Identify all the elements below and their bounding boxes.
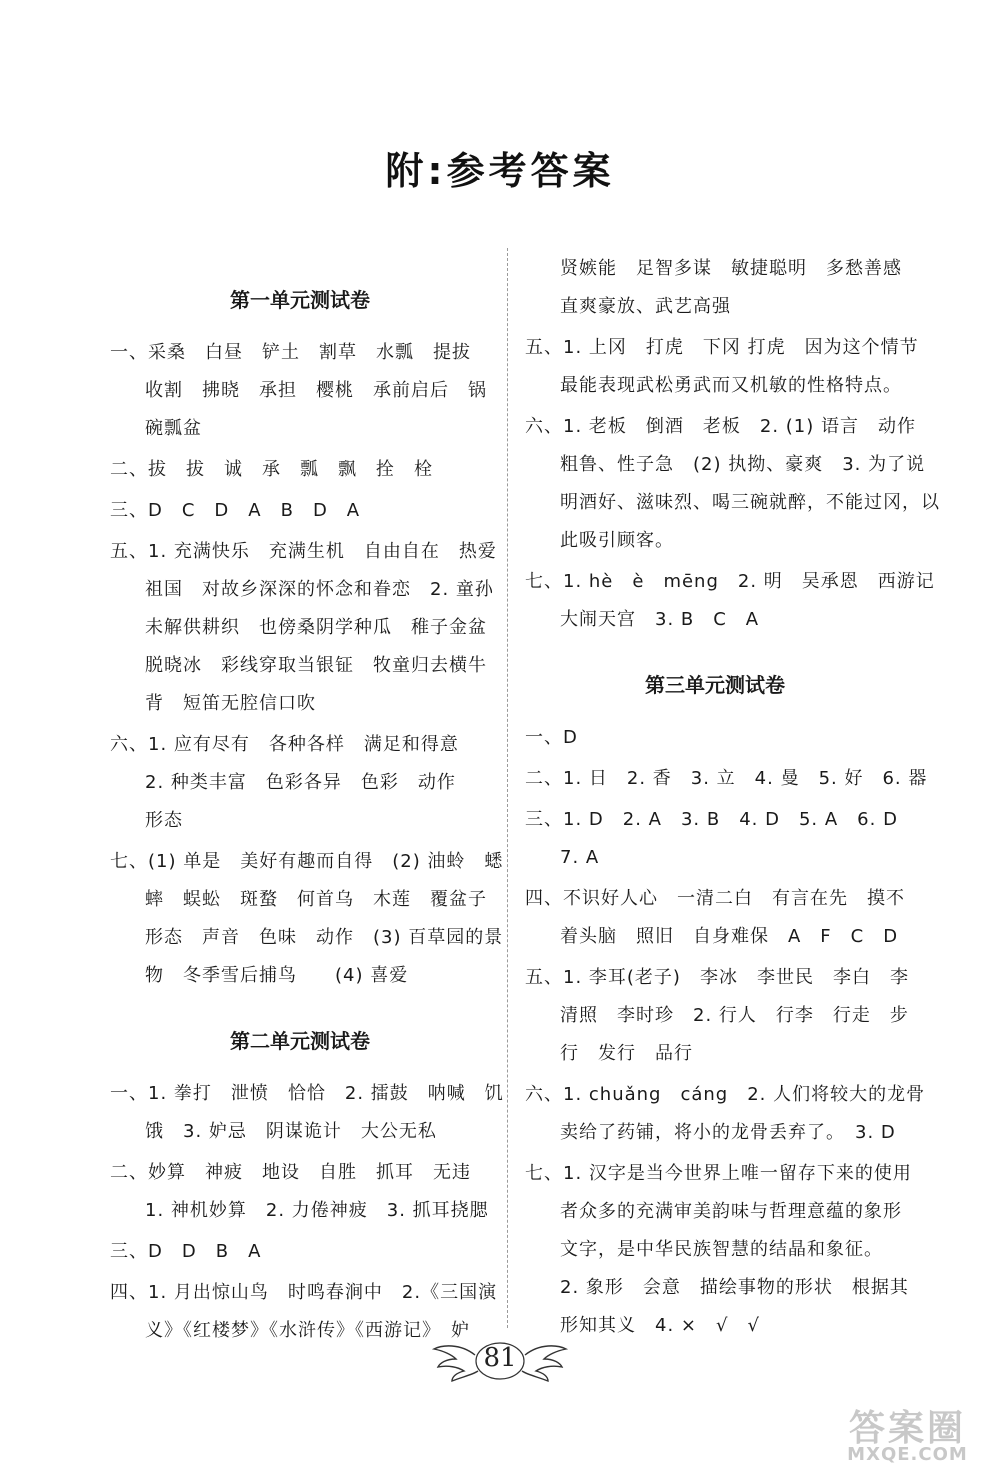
answer-item <box>110 843 504 995</box>
answer-line: 七、1. hè è mēng 2. 明 吴承恩 西游记 <box>525 571 935 592</box>
answer-line: 卖给了药铺，将小的龙骨丢弃了。 3. D <box>560 1122 896 1143</box>
answer-line: 碗瓢盆 <box>145 418 202 439</box>
answer-line: 着头脑 照旧 自身难保 A F C D <box>560 926 899 947</box>
answer-line: 二、1. 日 2. 香 3. 立 4. 曼 5. 好 6. 器 <box>525 768 928 789</box>
column-divider <box>507 248 508 1328</box>
answer-item <box>110 1233 490 1271</box>
watermark-logo-text: 答案圈 <box>848 1408 966 1449</box>
answer-item <box>110 492 490 530</box>
answer-item <box>525 1076 926 1152</box>
answer-line: 2. 种类丰富 色彩各异 色彩 动作 <box>145 772 456 793</box>
answer-line: 粗鲁、性子急 (2) 执拗、豪爽 3. 为了说 <box>560 454 926 475</box>
page-number: 81 <box>483 1343 517 1373</box>
answer-line: 脱晓冰 彩线穿取当银钲 牧童归去横牛 <box>145 655 487 676</box>
answer-line: 文字，是中华民族智慧的结晶和象征。 <box>560 1239 883 1260</box>
answer-line: 一、D <box>525 727 578 748</box>
section-title: 第二单元测试卷 <box>230 1029 370 1053</box>
answer-line: 清照 李时珍 2. 行人 行李 行走 步 <box>560 1005 909 1026</box>
answer-line: 四、不识好人心 一清二白 有言在先 摸不 <box>525 888 905 909</box>
answer-line: 三、D C D A B D A <box>110 500 361 521</box>
watermark <box>815 1400 1000 1471</box>
answer-line: 未解供耕织 也傍桑阴学种瓜 稚子金盆 <box>145 617 487 638</box>
answer-line: 大闹天宫 3. B C A <box>560 609 760 630</box>
answer-item <box>525 1155 912 1345</box>
answer-item <box>110 533 497 723</box>
watermark-url: MXQE.COM <box>847 1444 968 1465</box>
answer-item <box>525 959 909 1073</box>
answer-line: 物 冬季雪后捕鸟 (4) 喜爱 <box>145 965 409 986</box>
answer-line: 饿 3. 妒忌 阴谋诡计 大公无私 <box>145 1121 437 1142</box>
answer-line: 六、1. 应有尽有 各种各样 满足和得意 <box>110 734 459 755</box>
answer-line: 1. 神机妙算 2. 力倦神疲 3. 抓耳挠腮 <box>145 1200 489 1221</box>
answer-item <box>110 1075 504 1151</box>
answer-line: 贤嫉能 足智多谋 敏捷聪明 多愁善感 <box>560 258 902 279</box>
answer-line: 五、1. 李耳(老子) 李冰 李世民 李白 李 <box>525 967 909 988</box>
answer-line: 七、(1) 单是 美好有趣而自得 (2) 油蛉 蟋 <box>110 851 504 872</box>
answer-line: 一、1. 拳打 泄愤 恰恰 2. 擂鼓 呐喊 饥 <box>110 1083 504 1104</box>
answer-line: 背 短笛无腔信口吹 <box>145 693 316 714</box>
answer-item <box>525 801 905 877</box>
answer-line: 2. 象形 会意 描绘事物的形状 根据其 <box>560 1277 909 1298</box>
answer-line: 二、拔 拔 诚 承 瓢 飘 拴 栓 <box>110 459 433 480</box>
answer-item <box>525 563 935 639</box>
answer-line: 者众多的充满审美韵味与哲理意蕴的象形 <box>560 1201 902 1222</box>
answer-line: 7. A <box>560 847 600 868</box>
answer-item <box>110 451 490 489</box>
answer-line: 蟀 蜈蚣 斑蝥 何首乌 木莲 覆盆子 <box>145 889 487 910</box>
answer-line: 五、1. 充满快乐 充满生机 自由自在 热爱 <box>110 541 497 562</box>
continued-answer <box>525 250 905 326</box>
answer-line: 义》《红楼梦》《水浒传》《西游记》 妒 <box>145 1320 470 1341</box>
answer-line: 三、D D B A <box>110 1241 262 1262</box>
answer-line: 七、1. 汉字是当今世界上唯一留存下来的使用 <box>525 1163 912 1184</box>
page-title: 附:参考答案 <box>385 149 615 193</box>
answer-line: 六、1. chuǎng cáng 2. 人们将较大的龙骨 <box>525 1084 926 1105</box>
answer-line: 形知其义 4. × √ √ <box>560 1315 760 1336</box>
answer-line: 形态 <box>145 810 183 831</box>
answer-line: 二、妙算 神疲 地设 自胜 抓耳 无违 <box>110 1162 471 1183</box>
page-number-badge <box>430 1335 570 1385</box>
answer-line: 祖国 对故乡深深的怀念和眷恋 2. 童孙 <box>145 579 494 600</box>
answer-line: 三、1. D 2. A 3. B 4. D 5. A 6. D <box>525 809 898 830</box>
answer-line: 此吸引顾客。 <box>560 530 674 551</box>
answer-item <box>110 726 490 840</box>
answer-line: 明酒好、滋味烈、喝三碗就醉，不能过冈，以 <box>560 492 940 513</box>
section-title: 第三单元测试卷 <box>645 673 785 697</box>
answer-item <box>110 334 490 448</box>
section-title: 第一单元测试卷 <box>230 288 370 312</box>
answer-item <box>110 1154 490 1230</box>
left-column <box>110 250 504 1353</box>
answer-line: 五、1. 上冈 打虎 下冈 打虎 因为这个情节 <box>525 337 919 358</box>
answer-item <box>525 760 928 798</box>
answer-line: 直爽豪放、武艺高强 <box>560 296 731 317</box>
answer-item <box>525 329 919 405</box>
answer-line: 行 发行 品行 <box>560 1043 693 1064</box>
right-column <box>525 250 940 1348</box>
answer-line: 六、1. 老板 倒酒 老板 2. (1) 语言 动作 <box>525 416 917 437</box>
answer-item <box>525 719 905 757</box>
answer-line: 最能表现武松勇武而又机敏的性格特点。 <box>560 375 902 396</box>
answer-line: 形态 声音 色味 动作 (3) 百草园的景 <box>145 927 504 948</box>
answer-line: 四、1. 月出惊山鸟 时鸣春涧中 2.《三国演 <box>110 1282 498 1303</box>
answer-item <box>525 880 905 956</box>
answer-line: 收割 拂晓 承担 樱桃 承前启后 锅 <box>145 380 487 401</box>
answer-item <box>525 408 940 560</box>
answer-line: 一、采桑 白昼 铲土 割草 水瓢 提拔 <box>110 342 471 363</box>
